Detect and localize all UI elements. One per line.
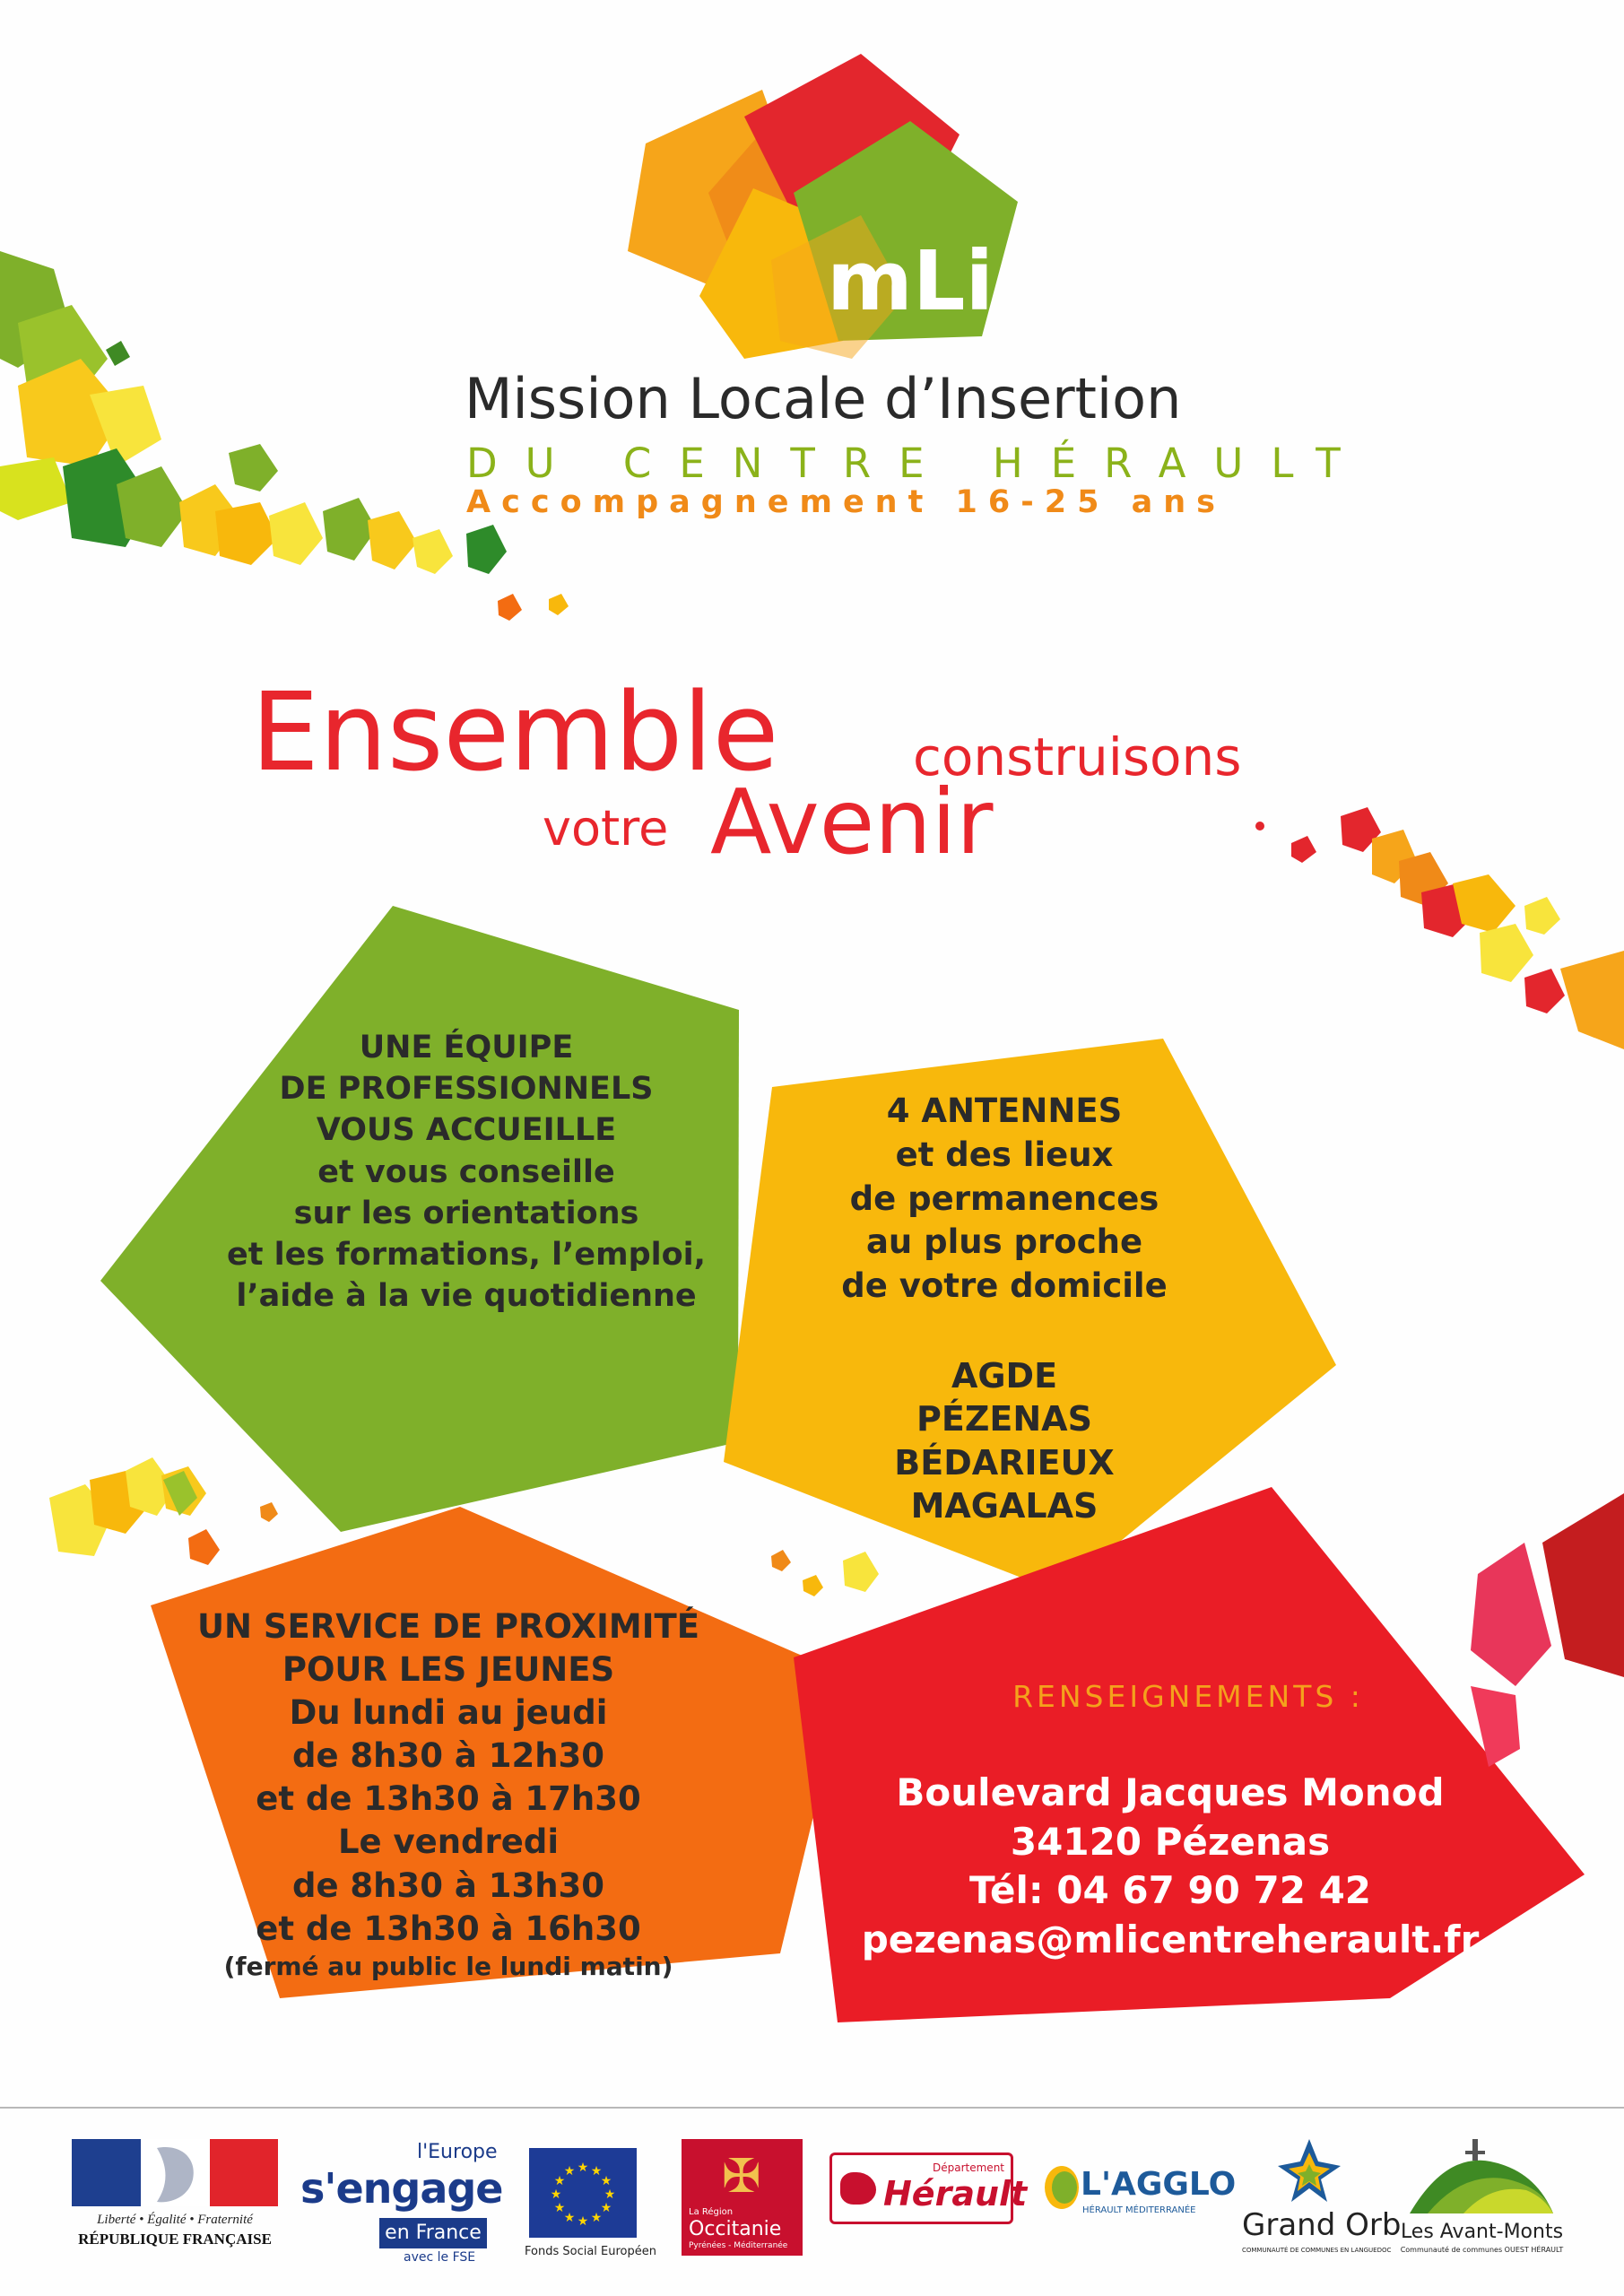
herault-map-icon — [840, 2172, 876, 2205]
antennas-block — [789, 1090, 1220, 1309]
city-magalas: MAGALAS — [910, 1485, 1099, 1526]
city-pezenas: PÉZENAS — [916, 1399, 1092, 1439]
europe-fse: avec le FSE — [404, 2250, 476, 2265]
city-agde: AGDE — [951, 1356, 1058, 1396]
antennas-cities — [807, 1354, 1202, 1527]
herault-name: Hérault — [883, 2174, 1028, 2213]
occitanie-name: Occitanie — [689, 2218, 782, 2240]
slogan-construisons: construisons — [913, 726, 1242, 787]
logo-agglo — [1045, 2157, 1237, 2229]
logo-grand-orb — [1242, 2139, 1402, 2274]
antennas-line: 4 ANTENNES — [886, 1091, 1123, 1130]
contact-title: RENSEIGNEMENTS : — [1012, 1679, 1364, 1714]
team-line: VOUS ACCUEILLE — [316, 1112, 617, 1149]
marianne-icon — [72, 2139, 278, 2211]
occitanie-sub: Pyrénées - Méditerranée — [689, 2241, 788, 2250]
organization-tagline: Accompagnement 16-25 ans — [466, 484, 1227, 520]
republique-motto: Liberté • Égalité • Fraternité — [97, 2213, 253, 2227]
republique-name: RÉPUBLIQUE FRANÇAISE — [78, 2231, 272, 2248]
europe-sub: en France — [379, 2218, 487, 2248]
europe-main: s'engage — [300, 2164, 503, 2213]
grand-orb-sub: COMMUNAUTÉ DE COMMUNES EN LANGUEDOC — [1242, 2247, 1392, 2254]
logo-avant-monts — [1399, 2135, 1565, 2278]
service-line: de 8h30 à 13h30 — [291, 1866, 605, 1905]
slogan-ensemble: Ensemble — [251, 671, 779, 796]
service-line: Du lundi au jeudi — [289, 1693, 608, 1733]
svg-text:★: ★ — [553, 2174, 566, 2188]
service-block — [161, 1605, 735, 1983]
service-line: Le vendredi — [337, 1822, 560, 1862]
svg-text:★: ★ — [600, 2174, 612, 2188]
occitanie-small: La Région — [689, 2207, 734, 2217]
left-upper-dots — [0, 251, 569, 621]
avant-monts-sub: Communauté de communes OUEST HÉRAULT — [1400, 2246, 1564, 2254]
team-line: et les formations, l’emploi, — [227, 1236, 706, 1273]
logo-republique-francaise — [72, 2139, 278, 2256]
svg-text:★: ★ — [553, 2201, 566, 2215]
slogan-avenir: Avenir — [710, 770, 994, 874]
agglo-sub: HÉRAULT MÉDITERRANÉE — [1082, 2205, 1196, 2215]
service-note: (fermé au public le lundi matin) — [223, 1951, 673, 1981]
organization-name: Mission Locale d’Insertion — [465, 366, 1182, 431]
fse-label: Fonds Social Européen — [525, 2245, 656, 2258]
city-bedarieux: BÉDARIEUX — [894, 1442, 1115, 1483]
europe-top: l'Europe — [417, 2141, 498, 2163]
team-line: UNE ÉQUIPE — [359, 1030, 574, 1065]
service-line: et de 13h30 à 16h30 — [256, 1909, 641, 1948]
svg-text:★: ★ — [604, 2187, 616, 2202]
antennas-line: de permanences — [849, 1178, 1159, 1218]
team-line: DE PROFESSIONNELS — [279, 1071, 654, 1108]
logo-herault — [829, 2152, 1028, 2224]
grand-orb-name: Grand Orb — [1242, 2207, 1402, 2243]
contact-email[interactable]: pezenas@mlicentreherault.fr — [861, 1917, 1480, 1961]
team-line: l’aide à la vie quotidienne — [236, 1278, 697, 1315]
contact-phone[interactable]: Tél: 04 67 90 72 42 — [968, 1868, 1372, 1913]
service-line: UN SERVICE DE PROXIMITÉ — [196, 1607, 700, 1646]
svg-text:★: ★ — [577, 2161, 589, 2175]
service-line: de 8h30 à 12h30 — [291, 1736, 605, 1776]
service-line: POUR LES JEUNES — [282, 1650, 615, 1690]
logo-fse — [525, 2139, 656, 2265]
contact-city: 34120 Pézenas — [1010, 1819, 1331, 1864]
right-upper-dots — [1255, 807, 1624, 1049]
occitan-cross-icon: ✠ — [722, 2150, 761, 2204]
mli-logo-text: mLi — [826, 233, 994, 329]
logo-europe-engage — [300, 2139, 503, 2274]
avant-monts-hills-icon — [1410, 2135, 1553, 2215]
svg-text:★: ★ — [577, 2214, 589, 2229]
antennas-line: de votre domicile — [841, 1266, 1168, 1306]
contact-address: Boulevard Jacques Monod — [896, 1770, 1445, 1814]
team-line: sur les orientations — [293, 1195, 639, 1231]
eu-flag-icon — [529, 2148, 637, 2238]
antennas-line: et des lieux — [895, 1135, 1114, 1174]
team-block — [179, 1027, 753, 1317]
antennas-line: au plus proche — [865, 1222, 1143, 1262]
mli-logo — [628, 54, 1018, 359]
svg-text:★: ★ — [563, 2164, 576, 2179]
team-line: et vous conseille — [317, 1153, 615, 1190]
organization-subtitle: DU CENTRE HÉRAULT — [466, 439, 1368, 487]
service-line: et de 13h30 à 17h30 — [256, 1779, 641, 1819]
contact-block — [829, 1769, 1511, 1964]
grand-orb-star-icon — [1278, 2139, 1341, 2202]
herault-small: Département — [933, 2161, 1004, 2174]
svg-text:★: ★ — [550, 2187, 562, 2202]
svg-text:★: ★ — [563, 2211, 576, 2225]
slogan-votre: votre — [543, 800, 669, 857]
avant-monts-name: Les Avant-Monts — [1400, 2221, 1564, 2243]
logo-occitanie — [682, 2139, 803, 2265]
agglo-name: L'AGGLO — [1081, 2166, 1237, 2203]
svg-text:★: ★ — [590, 2211, 603, 2225]
svg-text:★: ★ — [590, 2164, 603, 2179]
svg-text:★: ★ — [600, 2201, 612, 2215]
